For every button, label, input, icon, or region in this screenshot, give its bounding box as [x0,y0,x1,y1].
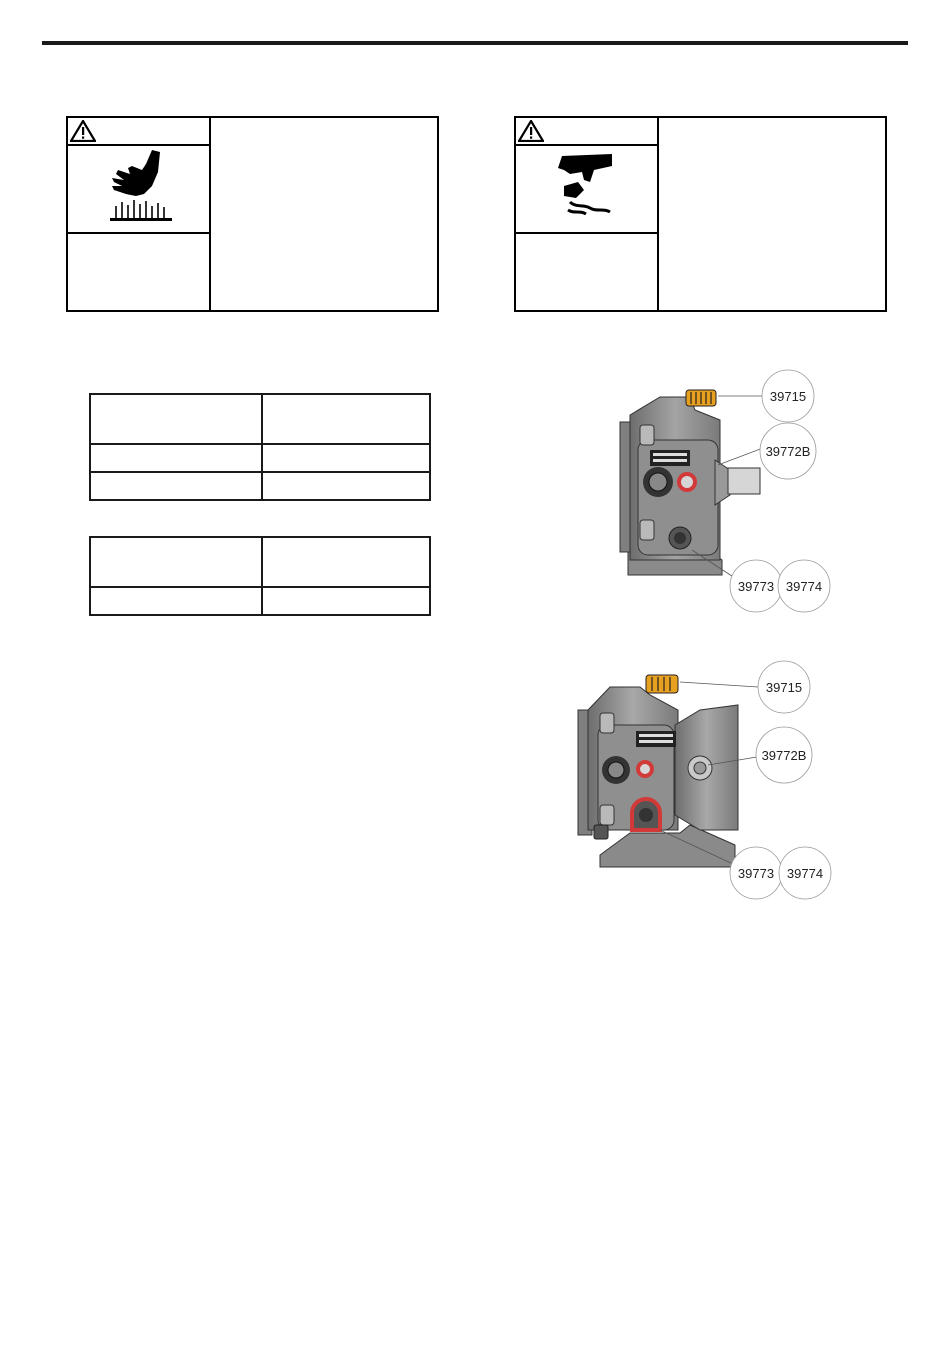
crush-hazard-foot-icon [554,152,618,218]
callout-label: 39774 [786,866,824,881]
table-cell [262,537,430,587]
table-cell [90,587,262,615]
warning-divider [657,118,659,310]
callout-label: 39715 [769,389,807,404]
table-cell [262,587,430,615]
callout-label: 39773 [737,579,775,594]
pump-diagram-bottom [560,655,840,905]
hot-surface-warning-box [66,116,439,312]
table-row [90,394,430,444]
callout-label: 39773 [737,866,775,881]
table-row [90,537,430,587]
spec-table-2 [89,536,431,616]
table-cell [90,472,262,500]
warning-divider [209,118,211,310]
warning-triangle-icon [70,120,96,142]
warning-divider [516,232,659,234]
table-row [90,472,430,500]
table-cell [90,394,262,444]
warning-divider [68,144,211,146]
spec-table-1 [89,393,431,501]
table-row [90,444,430,472]
callout-label: 39772B [765,444,811,459]
table-cell [262,394,430,444]
table-cell [90,444,262,472]
table-row [90,587,430,615]
hot-surface-hand-icon [106,150,176,224]
pump-diagram-top [600,360,840,620]
table-cell [262,444,430,472]
callout-label: 39772B [761,748,807,763]
crush-hazard-warning-box [514,116,887,312]
table-cell [262,472,430,500]
table-cell [90,537,262,587]
warning-triangle-icon [518,120,544,142]
callout-label: 39774 [785,579,823,594]
header-rule [42,41,908,45]
warning-divider [516,144,659,146]
warning-divider [68,232,211,234]
callout-label: 39715 [765,680,803,695]
